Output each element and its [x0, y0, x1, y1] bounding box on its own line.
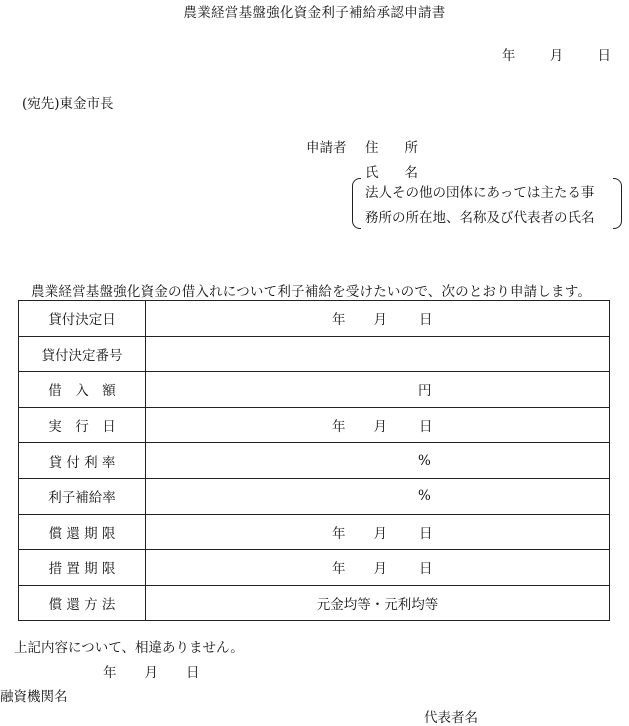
- year-label: 年: [332, 419, 346, 436]
- table-row: [19, 585, 610, 621]
- row-label: 償 還 方 法: [19, 585, 146, 621]
- table-row: [19, 514, 610, 550]
- address-label: [365, 136, 418, 156]
- repayment-deadline-field[interactable]: [146, 514, 610, 550]
- address-label-char1: 住: [365, 140, 379, 156]
- table-row: [19, 336, 610, 372]
- applicant-label: 申請者: [306, 140, 347, 156]
- address-label-char2: 所: [404, 140, 418, 156]
- date-year-label: 年: [103, 665, 117, 681]
- table-row: [19, 443, 610, 479]
- name-label-char1: 氏: [365, 165, 379, 181]
- application-table: [18, 300, 610, 621]
- financial-institution-label: 融資機関名: [0, 689, 68, 705]
- table-row: [19, 407, 610, 443]
- date-year-label: 年: [501, 48, 516, 64]
- row-label: 措 置 期 限: [19, 550, 146, 586]
- year-label: 年: [332, 525, 346, 542]
- month-label: 月: [373, 312, 387, 329]
- table-row: [19, 301, 610, 337]
- row-label: 実 行 日: [19, 407, 146, 443]
- repayment-method-field[interactable]: 元金均等・元利均等: [146, 585, 610, 621]
- yen-unit: 円: [418, 383, 432, 400]
- interest-subsidy-rate-field[interactable]: [146, 478, 610, 514]
- loan-amount-field[interactable]: [146, 372, 610, 408]
- table-row: [19, 372, 610, 408]
- confirmation-date: [103, 661, 200, 681]
- date-value: [332, 308, 433, 328]
- left-bracket: [352, 178, 361, 229]
- loan-decision-number-field[interactable]: [146, 336, 610, 372]
- application-date: [502, 44, 611, 64]
- date-value: [332, 557, 433, 577]
- day-label: 日: [419, 419, 433, 436]
- document-title: 農業経営基盤強化資金利子補給承認申請書: [183, 5, 446, 21]
- name-label-char2: 名: [404, 165, 418, 181]
- loan-interest-rate-field[interactable]: [146, 443, 610, 479]
- day-label: 日: [419, 312, 433, 329]
- day-label: 日: [419, 525, 433, 542]
- date-value: [332, 522, 433, 542]
- intro-text: 農業経営基盤強化資金の借入れについて利子補給を受けたいので、次のとおり申請します。: [31, 284, 592, 300]
- month-label: 月: [373, 525, 387, 542]
- row-label: 貸付決定日: [19, 301, 146, 337]
- percent-unit: %: [418, 488, 431, 505]
- month-label: 月: [373, 419, 387, 436]
- year-label: 年: [332, 312, 346, 329]
- execution-date-field[interactable]: [146, 407, 610, 443]
- date-day-label: 日: [186, 665, 200, 681]
- row-label: 借 入 額: [19, 372, 146, 408]
- row-label: 利子補給率: [19, 478, 146, 514]
- row-label: 貸付決定番号: [19, 336, 146, 372]
- row-label: 償 還 期 限: [19, 514, 146, 550]
- loan-decision-date-field[interactable]: [146, 301, 610, 337]
- date-month-label: 月: [144, 665, 158, 681]
- note-line-1: 法人その他の団体にあっては主たる事: [365, 185, 595, 201]
- applicant-note: [352, 178, 622, 229]
- year-label: 年: [332, 561, 346, 578]
- date-day-label: 日: [597, 48, 611, 64]
- measure-deadline-field[interactable]: [146, 550, 610, 586]
- addressee: (宛先)東金市長: [22, 96, 114, 112]
- confirmation-statement: 上記内容について、相違ありません。: [14, 640, 244, 656]
- right-bracket: [613, 178, 622, 229]
- table-row: [19, 478, 610, 514]
- month-label: 月: [373, 561, 387, 578]
- note-line-2: 務所の所在地、名称及び代表者の氏名: [365, 210, 595, 226]
- date-month-label: 月: [549, 48, 564, 64]
- representative-label: 代表者名: [424, 710, 478, 726]
- day-label: 日: [419, 561, 433, 578]
- date-value: [332, 415, 433, 435]
- percent-unit: %: [418, 452, 431, 469]
- table-row: [19, 550, 610, 586]
- row-label: 貸 付 利 率: [19, 443, 146, 479]
